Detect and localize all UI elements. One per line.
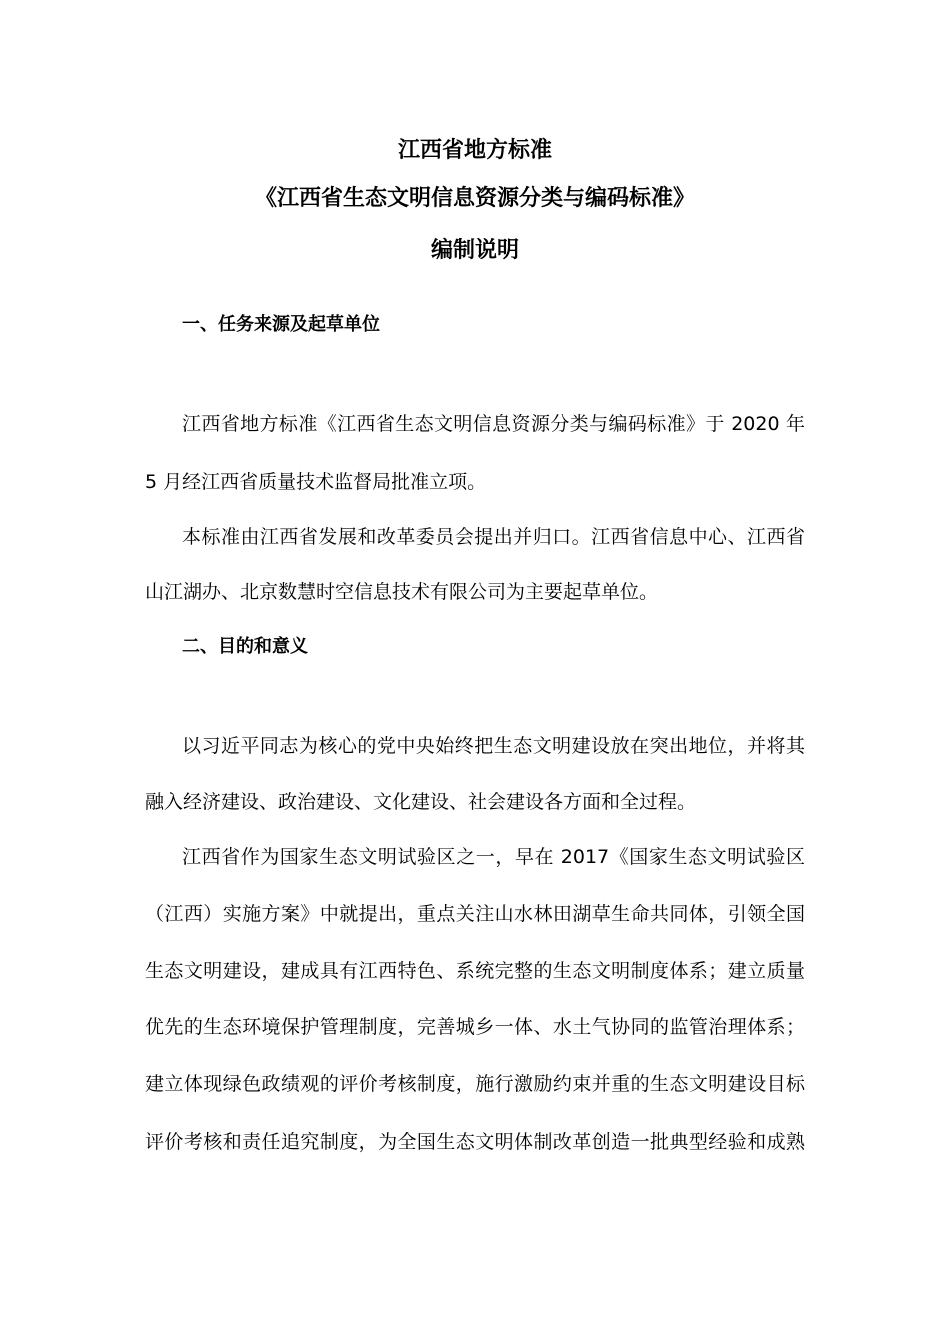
paragraph-line: 本标准由江西省发展和改革委员会提出并归口。江西省信息中心、江西省 xyxy=(182,526,805,548)
paragraph-line: 建立体现绿色政绩观的评价考核制度，施行激励约束并重的生态文明建设目标 xyxy=(145,1073,805,1095)
title-line-3: 编制说明 xyxy=(430,238,519,263)
paragraph-line: 以习近平同志为核心的党中央始终把生态文明建设放在突出地位，并将其 xyxy=(182,735,805,757)
paragraph-line: 融入经济建设、政治建设、文化建设、社会建设各方面和全过程。 xyxy=(145,791,697,813)
section-heading: 二、目的和意义 xyxy=(182,636,308,657)
title-line-1: 江西省地方标准 xyxy=(397,138,552,163)
paragraph-line: 江西省地方标准《江西省生态文明信息资源分类与编码标准》于 2020 年 xyxy=(182,413,805,435)
paragraph-line: 山江湖办、北京数慧时空信息技术有限公司为主要起草单位。 xyxy=(145,581,659,603)
paragraph-line: （江西）实施方案》中就提出，重点关注山水林田湖草生命共同体，引领全国 xyxy=(145,903,805,925)
title-line-2: 《江西省生态文明信息资源分类与编码标准》 xyxy=(254,186,695,211)
paragraph-line: 5 月经江西省质量技术监督局批准立项。 xyxy=(145,471,487,493)
paragraph-line: 生态文明建设，建成具有江西特色、系统完整的生态文明制度体系；建立质量 xyxy=(145,960,805,982)
paragraph-line: 评价考核和责任追究制度，为全国生态文明体制改革创造一批典型经验和成熟 xyxy=(145,1131,805,1153)
section-heading: 一、任务来源及起草单位 xyxy=(182,314,380,335)
paragraph-line: 优先的生态环境保护管理制度，完善城乡一体、水土气协同的监管治理体系； xyxy=(145,1016,805,1038)
paragraph-line: 江西省作为国家生态文明试验区之一，早在 2017《国家生态文明试验区 xyxy=(182,846,805,868)
